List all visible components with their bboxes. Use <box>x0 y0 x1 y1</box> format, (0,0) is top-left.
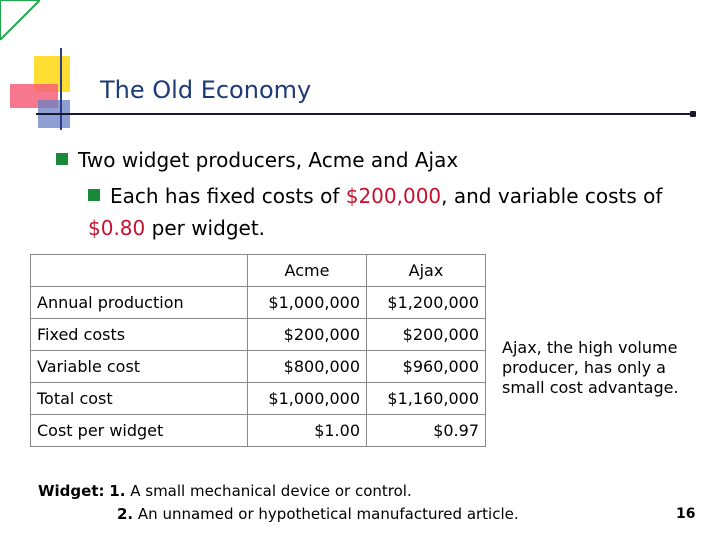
footnote <box>38 480 519 526</box>
acme-cell: $1.00 <box>248 415 367 447</box>
variable-cost-value: $0.80 <box>88 216 146 240</box>
ajax-cell: $1,160,000 <box>367 383 486 415</box>
corner-triangle <box>0 0 40 40</box>
acme-cell: $1,000,000 <box>248 287 367 319</box>
bullet-costs-text-3: per widget. <box>145 216 266 240</box>
row-label: Variable cost <box>31 351 248 383</box>
title-underline <box>36 113 694 115</box>
acme-cell: $800,000 <box>248 351 367 383</box>
footnote-number-1: 1. <box>109 482 126 500</box>
footnote-definition-2: An unnamed or hypothetical manufactured article. <box>137 505 519 523</box>
table-row <box>31 383 486 415</box>
bullet-producers-text: Two widget producers, Acme and Ajax <box>78 148 459 172</box>
ajax-cell: $0.97 <box>367 415 486 447</box>
footnote-definition-1: A small mechanical device or control. <box>130 482 412 500</box>
bullet-costs-text-2: , and variable costs of <box>441 184 663 208</box>
table-row <box>31 415 486 447</box>
table-row <box>31 319 486 351</box>
footnote-term: Widget: <box>38 482 105 500</box>
ajax-cell: $1,200,000 <box>367 287 486 319</box>
row-label: Fixed costs <box>31 319 248 351</box>
row-label: Total cost <box>31 383 248 415</box>
decorative-vertical-line <box>60 48 62 130</box>
table-row <box>31 287 486 319</box>
fixed-cost-value: $200,000 <box>345 184 442 208</box>
table-corner-cell <box>31 255 248 287</box>
bullet-square-icon <box>88 189 100 201</box>
column-header-ajax: Ajax <box>367 255 486 287</box>
bullet-square-icon <box>56 153 68 165</box>
cost-table <box>30 254 486 447</box>
bullet-costs-text-1: Each has fixed costs of <box>110 184 346 208</box>
bullet-costs <box>88 180 700 244</box>
acme-cell: $1,000,000 <box>248 383 367 415</box>
row-label: Cost per widget <box>31 415 248 447</box>
column-header-acme: Acme <box>248 255 367 287</box>
footnote-number-2: 2. <box>117 505 134 523</box>
ajax-cell: $960,000 <box>367 351 486 383</box>
footnote-line-2 <box>38 503 519 526</box>
ajax-cell: $200,000 <box>367 319 486 351</box>
bullet-producers <box>56 148 458 172</box>
acme-cell: $200,000 <box>248 319 367 351</box>
title-underline-cap <box>690 111 696 117</box>
table-header-row <box>31 255 486 287</box>
row-label: Annual production <box>31 287 248 319</box>
side-note: Ajax, the high volume producer, has only a small cost advantage. <box>502 338 679 397</box>
slide-title: The Old Economy <box>100 76 312 104</box>
footnote-line-1 <box>38 480 519 503</box>
table-row <box>31 351 486 383</box>
page-number: 16 <box>676 506 696 522</box>
